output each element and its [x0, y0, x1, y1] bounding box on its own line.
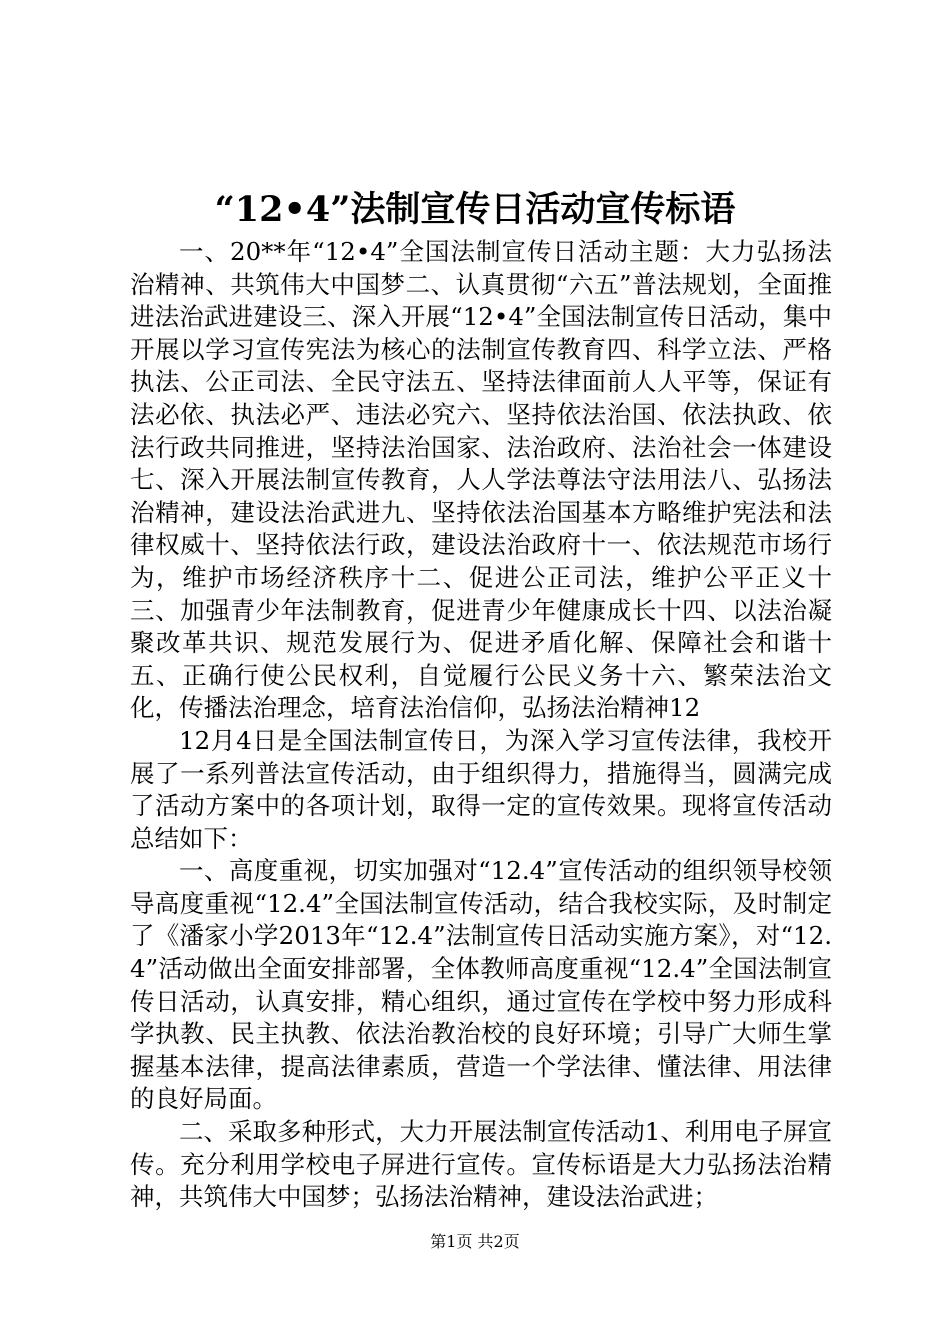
document-body: [130, 236, 832, 1214]
page-number-footer: 第1页 共2页: [430, 1232, 520, 1251]
document-title: “12•4”法制宣传日活动宣传标语: [214, 189, 736, 230]
paragraph-section-two: 二、采取多种形式，大力开展法制宣传活动1、利用电子屏宣传。充分利用学校电子屏进行宣传。宣传标语是大力弘扬法治精神，共筑伟大中国梦；弘扬法治精神，建设法治武进；: [130, 1117, 832, 1212]
paragraph-section-one: 一、高度重视，切实加强对“12.4”宣传活动的组织领导校领导高度重视“12.4”全国法制宣传活动，结合我校实际，及时制定了《潘家小学2013年“12.4”法制宣传日活动实施方案》，对“12.4”活动做出全面安排部署，全体教师高度重视“12.4”全国法制宣传日活动，认真安排，精心组织，通过宣传在学校中努力形成科学执教、民主执教、依法治教治校的良好环境；引导广大师生掌握基本法律，提高法律素质，营造一个学法律、懂法律、用法律的良好局面。: [130, 856, 832, 1114]
paragraph-slogans: 一、20**年“12•4”全国法制宣传日活动主题：大力弘扬法治精神、共筑伟大中国梦二、认真贯彻“六五”普法规划，全面推进法治武进建设三、深入开展“12•4”全国法制宣传日活动，集中开展以学习宣传宪法为核心的法制宣传教育四、科学立法、严格执法、公正司法、全民守法五、坚持法律面前人人平等，保证有法必依、执法必严、违法必究六、坚持依法治国、依法执政、依法行政共同推进，坚持法治国家、法治政府、法治社会一体建设七、深入开展法制宣传教育，人人学法尊法守法用法八、弘扬法治精神，建设法治武进九、坚持依法治国基本方略维护宪法和法律权威十、坚持依法行政，建设法治政府十一、依法规范市场行为，维护市场经济秩序十二、促进公正司法，维护公平正义十三、加强青少年法制教育，促进青少年健康成长十四、以法治凝聚改革共识、规范发展行为、促进矛盾化解、保障社会和谐十五、正确行使公民权利，自觉履行公民义务十六、繁荣法治文化，传播法治理念，培育法治信仰，弘扬法治精神12: [130, 237, 832, 723]
paragraph-intro: 12月4日是全国法制宣传日，为深入学习宣传法律，我校开展了一系列普法宣传活动，由于组织得力，措施得当，圆满完成了活动方案中的各项计划，取得一定的宣传效果。现将宣传活动总结如下：: [130, 725, 832, 853]
